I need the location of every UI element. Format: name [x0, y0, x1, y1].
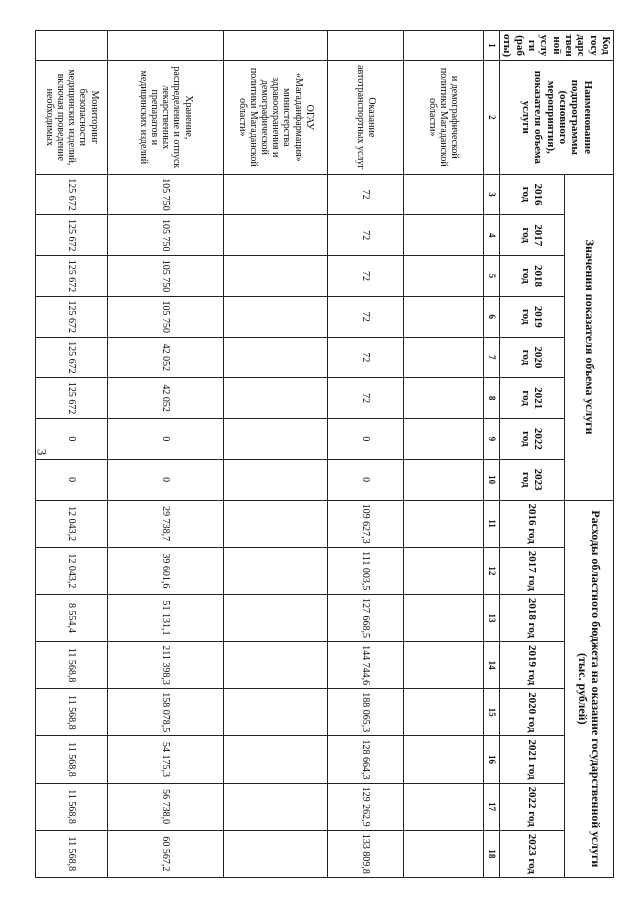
expense-cell: 51 131,1	[108, 594, 224, 641]
volume-cell: 125 672	[36, 174, 108, 215]
document-page	[43, 30, 614, 878]
column-number-row	[484, 31, 500, 878]
column-number: 4	[484, 215, 500, 256]
volume-cell: 0	[36, 459, 108, 500]
volume-cell	[404, 378, 484, 419]
year-header: 2020 год	[500, 337, 565, 378]
expense-cell: 56 738,0	[108, 783, 224, 830]
expense-cell	[404, 500, 484, 547]
volume-cell: 125 672	[36, 215, 108, 256]
expense-cell: 133 809,8	[328, 830, 404, 877]
volume-cell: 0	[108, 419, 224, 460]
column-number: 2	[484, 61, 500, 175]
year-header: 2020 год	[500, 689, 565, 736]
column-number: 1	[484, 31, 500, 61]
expense-cell	[404, 736, 484, 783]
expense-cell	[404, 642, 484, 689]
expense-cell: 127 668,5	[328, 594, 404, 641]
column-number: 15	[484, 689, 500, 736]
code-cell	[36, 31, 108, 61]
table-body	[36, 31, 500, 878]
year-header: 2021 год	[500, 378, 565, 419]
year-header: 2019 год	[500, 296, 565, 337]
expense-cell	[224, 783, 328, 830]
volume-cell: 42 052	[108, 378, 224, 419]
services-budget-table	[35, 30, 614, 878]
column-number: 12	[484, 547, 500, 594]
volume-cell: 125 672	[36, 256, 108, 297]
expense-cell: 11 568,8	[36, 736, 108, 783]
expense-cell: 111 003,5	[328, 547, 404, 594]
name-cell: ОГАУ «Магаданфармация» министерства здравоохранения и демографической политики Магаданской области»	[224, 61, 328, 175]
expense-cell: 128 664,3	[328, 736, 404, 783]
volume-cell	[404, 337, 484, 378]
expense-cell	[404, 594, 484, 641]
expense-cell: 109 627,3	[328, 500, 404, 547]
expense-cell	[404, 689, 484, 736]
volume-cell: 72	[328, 296, 404, 337]
volume-cell: 105 750	[108, 296, 224, 337]
expense-cell: 60 567,2	[108, 830, 224, 877]
column-number: 16	[484, 736, 500, 783]
table-row	[328, 31, 404, 878]
column-number: 18	[484, 830, 500, 877]
volume-cell: 72	[328, 215, 404, 256]
page-number: 3	[34, 448, 50, 456]
expense-cell	[224, 736, 328, 783]
column-number: 7	[484, 337, 500, 378]
volume-cell	[224, 459, 328, 500]
expense-cell: 29 738,7	[108, 500, 224, 547]
column-number: 17	[484, 783, 500, 830]
volume-cell: 0	[328, 459, 404, 500]
expense-cell	[224, 830, 328, 877]
code-cell	[108, 31, 224, 61]
volume-cell	[224, 174, 328, 215]
year-header: 2017 год	[500, 215, 565, 256]
expense-cell	[224, 547, 328, 594]
table-row	[224, 31, 328, 878]
expense-cell: 11 568,8	[36, 830, 108, 877]
volume-cell	[224, 215, 328, 256]
volume-cell: 0	[36, 419, 108, 460]
name-cell: Хранение, распределение и отпуск лекарственных препаратов и медицинских изделий	[108, 61, 224, 175]
name-cell: Оказание автотранспортных услуг	[328, 61, 404, 175]
column-number: 9	[484, 419, 500, 460]
volume-cell: 0	[328, 419, 404, 460]
expense-cell: 11 568,8	[36, 642, 108, 689]
volume-cell: 72	[328, 256, 404, 297]
expense-cell: 11 568,8	[36, 783, 108, 830]
volume-cell	[224, 378, 328, 419]
expense-cell	[224, 689, 328, 736]
expense-cell	[224, 594, 328, 641]
column-number: 5	[484, 256, 500, 297]
volume-cell	[224, 296, 328, 337]
year-header: 2023 год	[500, 830, 565, 877]
column-number: 8	[484, 378, 500, 419]
volume-cell: 125 672	[36, 337, 108, 378]
volume-cell: 72	[328, 337, 404, 378]
volume-cell	[404, 296, 484, 337]
header-volume-group: Значения показателя объема услуги	[564, 174, 613, 500]
volume-cell: 125 672	[36, 378, 108, 419]
table-row	[36, 31, 108, 878]
column-number: 14	[484, 642, 500, 689]
year-header: 2018 год	[500, 256, 565, 297]
year-header: 2017 год	[500, 547, 565, 594]
code-cell	[224, 31, 328, 61]
expense-cell	[404, 547, 484, 594]
expense-cell: 158 078,5	[108, 689, 224, 736]
column-number: 13	[484, 594, 500, 641]
table-row	[404, 31, 484, 878]
code-cell	[328, 31, 404, 61]
column-number: 6	[484, 296, 500, 337]
header-expense-group: Расходы областного бюджета на оказание государственной услуги (тыс. рублей)	[564, 500, 613, 877]
expense-cell: 144 744,6	[328, 642, 404, 689]
code-cell	[404, 31, 484, 61]
volume-cell: 0	[108, 459, 224, 500]
year-header: 2021 год	[500, 736, 565, 783]
year-header: 2022 год	[500, 419, 565, 460]
expense-cell	[224, 642, 328, 689]
expense-cell	[404, 783, 484, 830]
volume-cell	[404, 215, 484, 256]
volume-cell	[404, 256, 484, 297]
volume-cell: 42 052	[108, 337, 224, 378]
expense-cell: 11 568,8	[36, 689, 108, 736]
expense-cell: 188 065,3	[328, 689, 404, 736]
expense-cell: 54 175,3	[108, 736, 224, 783]
year-header: 2018 год	[500, 594, 565, 641]
column-number: 3	[484, 174, 500, 215]
volume-cell	[224, 337, 328, 378]
volume-cell: 105 750	[108, 174, 224, 215]
expense-cell: 39 601,6	[108, 547, 224, 594]
volume-cell	[224, 256, 328, 297]
expense-cell: 12 043,2	[36, 500, 108, 547]
header-name: Наименование подпрограммы (основного мероприятия), показателя объема услуги	[500, 61, 614, 175]
expense-cell: 8 554,4	[36, 594, 108, 641]
year-header: 2019 год	[500, 642, 565, 689]
volume-cell: 125 672	[36, 296, 108, 337]
year-header: 2016 год	[500, 174, 565, 215]
column-number: 11	[484, 500, 500, 547]
expense-cell	[404, 830, 484, 877]
volume-cell	[404, 419, 484, 460]
year-header: 2023 год	[500, 459, 565, 500]
expense-cell: 12 043,2	[36, 547, 108, 594]
volume-cell: 105 750	[108, 256, 224, 297]
table-row	[108, 31, 224, 878]
column-number: 10	[484, 459, 500, 500]
volume-cell: 72	[328, 174, 404, 215]
volume-cell	[404, 459, 484, 500]
expense-cell	[224, 500, 328, 547]
volume-cell	[404, 174, 484, 215]
volume-cell	[224, 419, 328, 460]
year-header: 2016 год	[500, 500, 565, 547]
expense-cell: 129 262,9	[328, 783, 404, 830]
name-cell: Мониторинг безопасности медицинских изделий, включая проведение необходимых	[36, 61, 108, 175]
volume-cell: 105 750	[108, 215, 224, 256]
year-header: 2022 год	[500, 783, 565, 830]
volume-cell: 72	[328, 378, 404, 419]
expense-cell: 211 398,3	[108, 642, 224, 689]
header-code: Код государственной услуги (работы)	[500, 31, 614, 61]
name-cell: и демографической политики Магаданской области»	[404, 61, 484, 175]
